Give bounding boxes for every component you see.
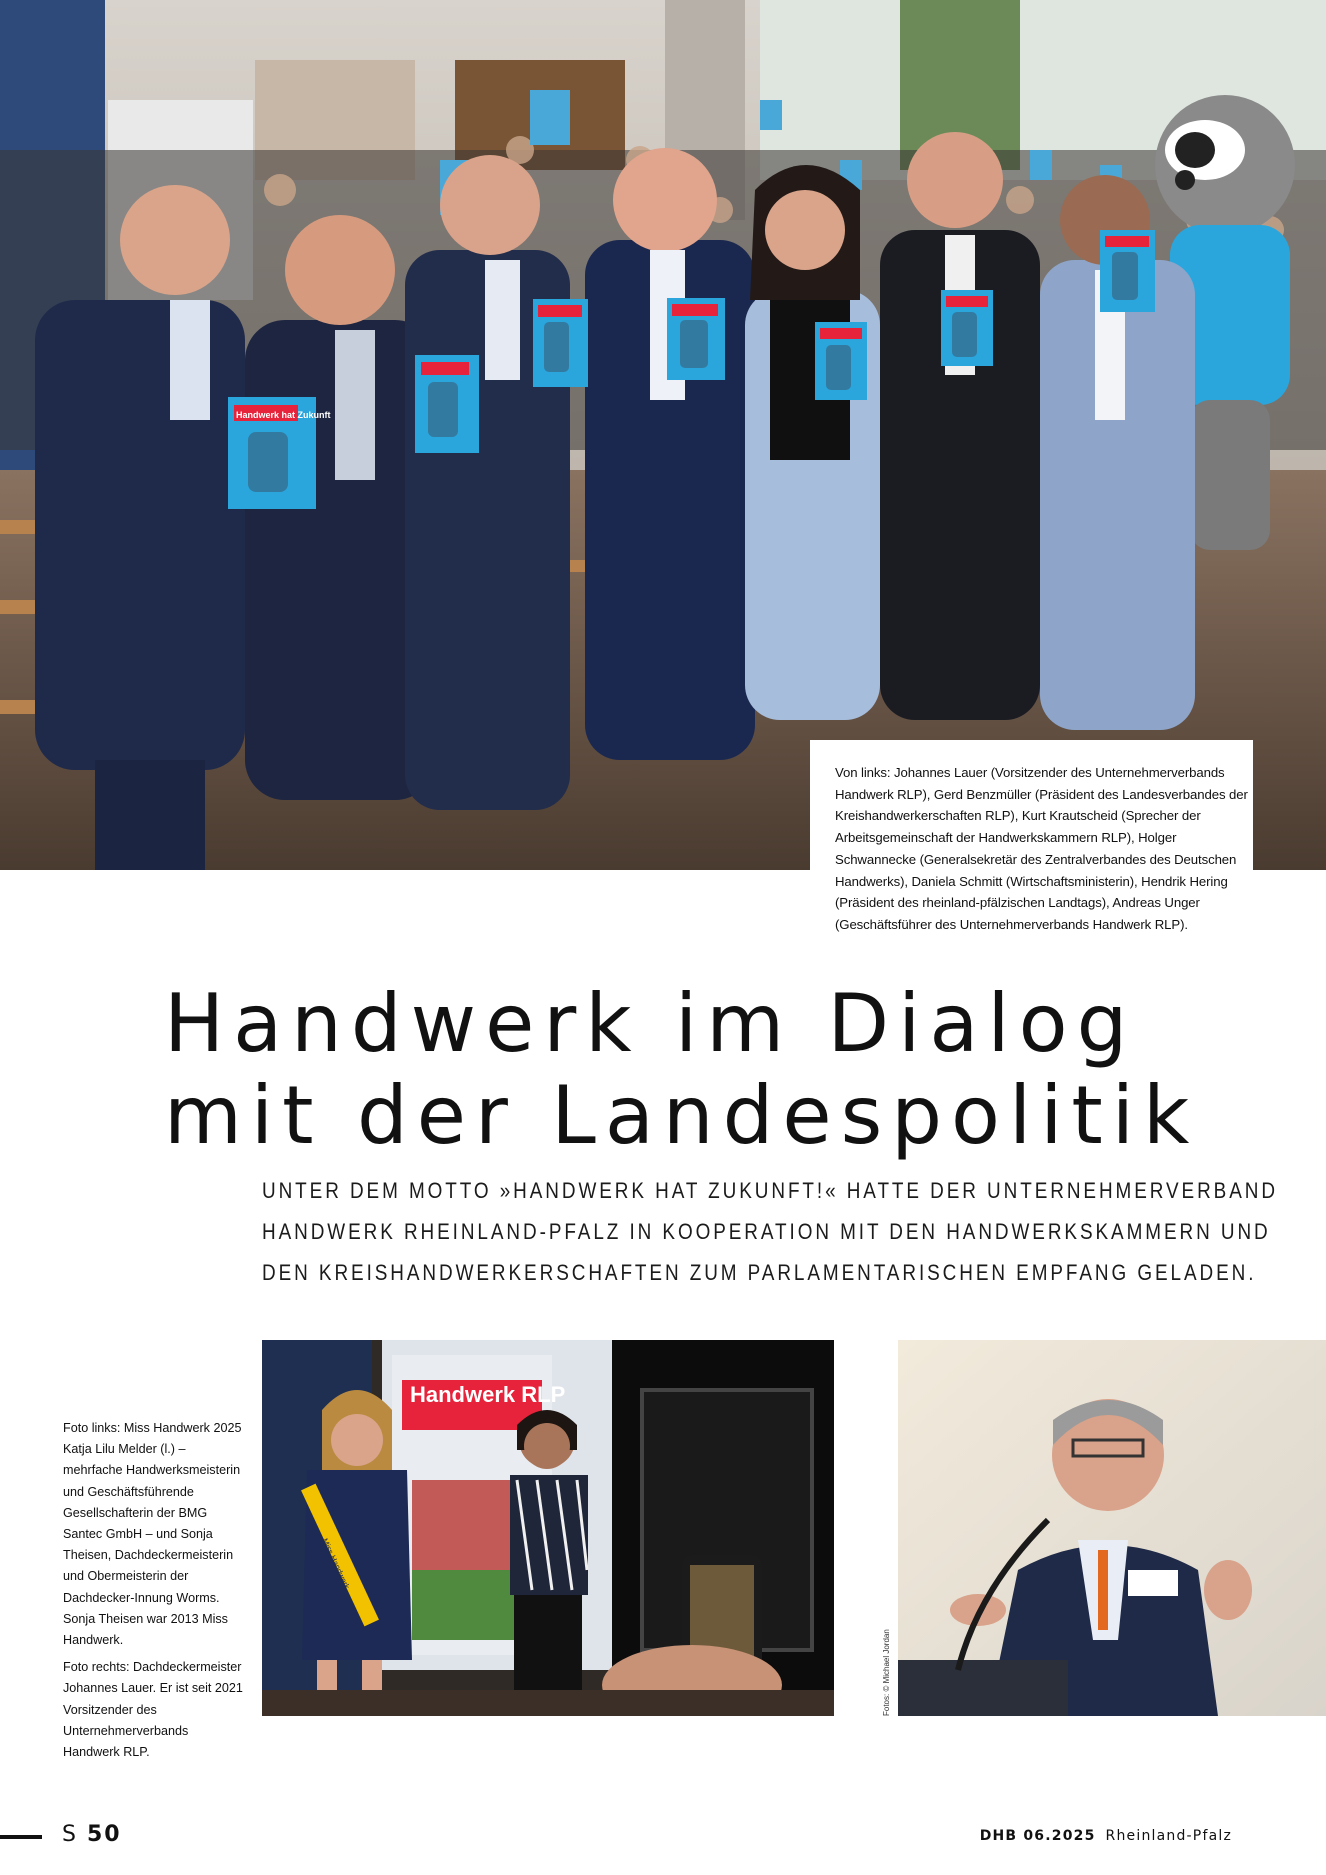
page-number-value: 50 xyxy=(86,1822,122,1847)
lead-line-3: DEN KREISHANDWERKERSCHAFTEN ZUM PARLAMENTARISCHEN EMPFANG GELADEN. xyxy=(262,1260,1257,1285)
side-caption xyxy=(63,1418,243,1769)
photo-speaker xyxy=(898,1340,1326,1716)
lead-line-2: HANDWERK RHEINLAND-PFALZ IN KOOPERATION MIT DEN HANDWERKSKAMMERN UND xyxy=(262,1219,1271,1244)
issue-label: DHB 06.2025 xyxy=(979,1828,1096,1844)
photo-speaker-illustration xyxy=(898,1340,1326,1716)
page-number xyxy=(62,1822,122,1847)
page-title-line-1: Handwerk im Dialog xyxy=(164,977,1137,1070)
issue-info xyxy=(980,1828,1232,1844)
photo-miss-handwerk-illustration xyxy=(262,1340,834,1716)
lead-line-1: UNTER DEM MOTTO »HANDWERK HAT ZUKUNFT!« HATTE DER UNTERNEHMERVERBAND xyxy=(262,1178,1278,1203)
photo-credit: Fotos: © Michael Jordan xyxy=(882,1629,891,1716)
brochure-title-text: Handwerk hat Zukunft xyxy=(236,410,331,420)
side-caption-left: Foto links: Miss Handwerk 2025 Katja Lilu Melder (l.) – mehrfache Handwerksmeisterin und Geschäftsführende Gesellschafterin der BMG Santec GmbH – und Sonja Theisen, Dachdeckermeisterin und Obermeisterin der Dachdecker-Innung Worms. Sonja Theisen war 2013 Miss Handwerk. xyxy=(63,1421,242,1648)
page-prefix: S xyxy=(62,1822,78,1847)
side-caption-right: Foto rechts: Dachdeckermeister Johannes Lauer. Er ist seit 2021 Vorsitzender des Unternehmerverbands Handwerk RLP. xyxy=(63,1660,243,1760)
sash-text: Miss Handwerk xyxy=(320,1537,352,1591)
footer-rule xyxy=(0,1835,42,1839)
region-label: Rheinland-Pfalz xyxy=(1105,1828,1232,1844)
banner-text: Handwerk RLP xyxy=(410,1382,566,1407)
page-title-line-2: mit der Landespolitik xyxy=(164,1069,1199,1162)
lead-paragraph xyxy=(262,1170,1278,1293)
photo-miss-handwerk xyxy=(262,1340,834,1716)
page-title xyxy=(164,978,1304,1162)
hero-caption: Von links: Johannes Lauer (Vorsitzender des Unternehmerverbands Handwerk RLP), Gerd Benzmüller (Präsident des Landesverbandes der Kreishandwerkerschaften RLP), Kurt Krautscheid (Sprecher der Arbeitsgemeinschaft der Handwerkskammern RLP), Holger Schwannecke (Generalsekretär des Zentralverbandes des Deutschen Handwerks), Daniela Schmitt (Wirtschaftsministerin), Hendrik Hering (Präsident des rheinland-pfälzischen Landtags), Andreas Unger (Geschäftsführer des Unternehmerverbands Handwerk RLP). xyxy=(835,765,1248,932)
